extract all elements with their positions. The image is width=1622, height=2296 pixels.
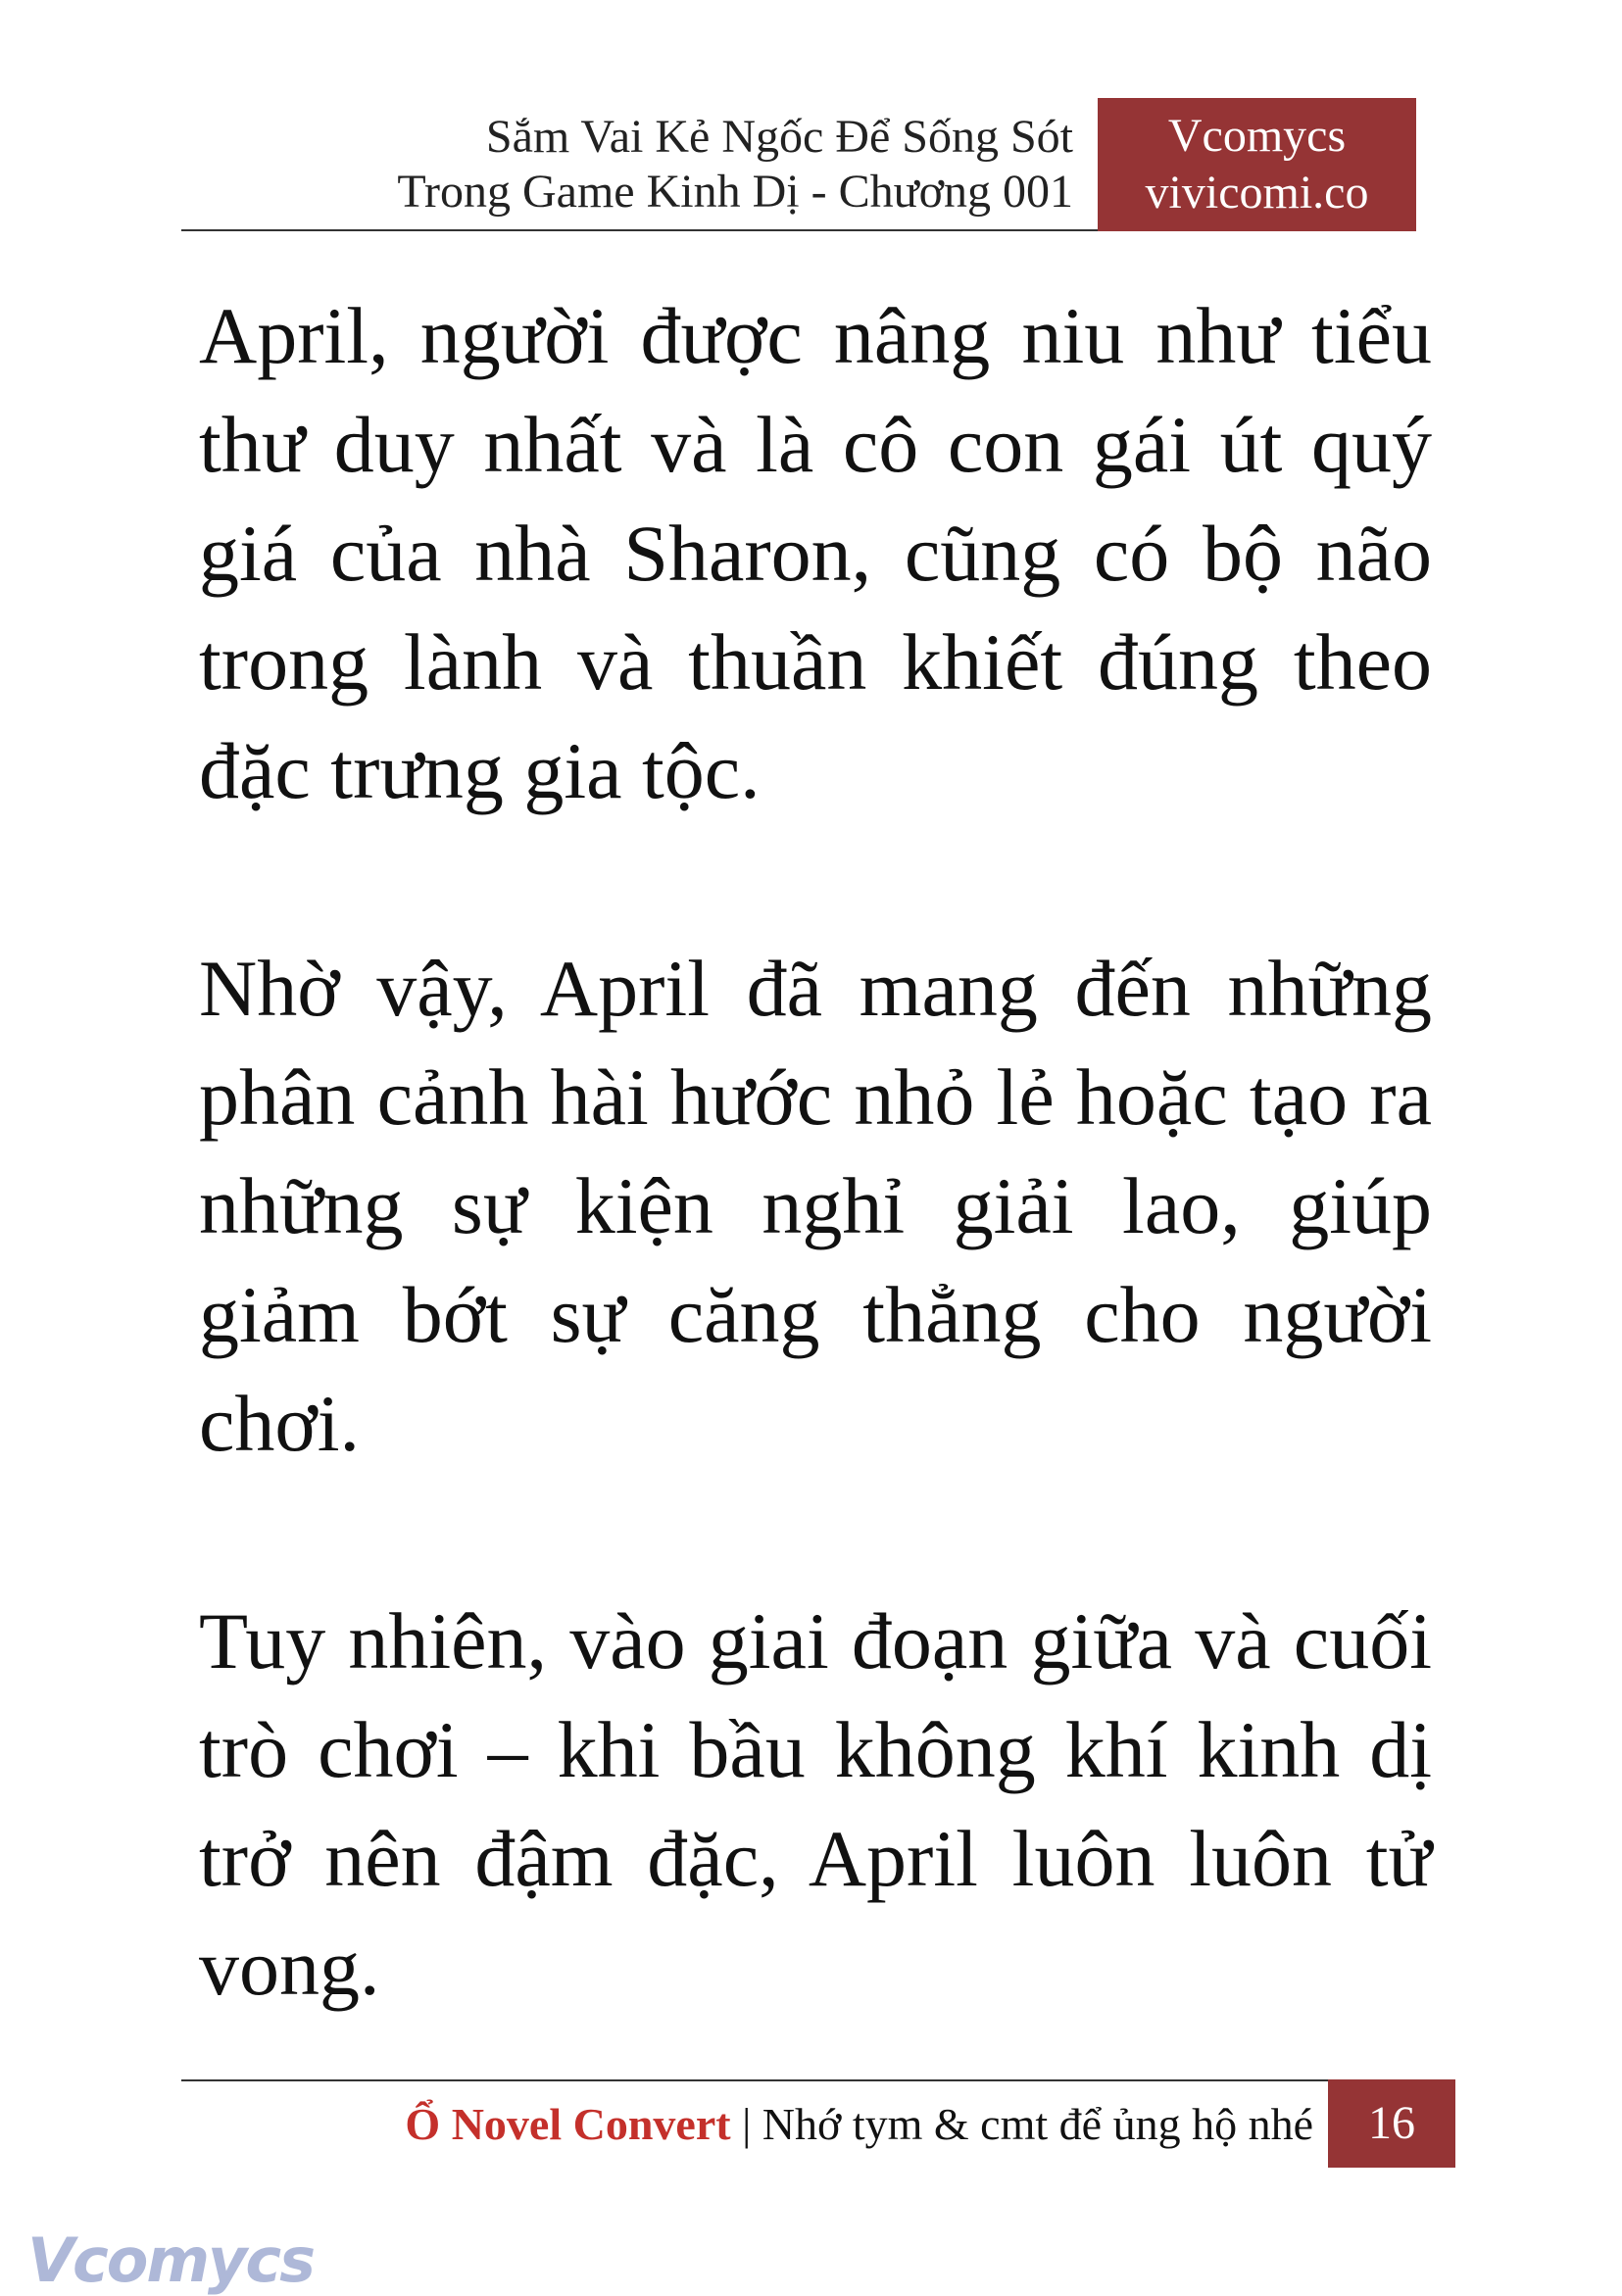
page-header <box>181 98 1416 231</box>
footer-credit <box>405 2097 1313 2152</box>
header-brand-box <box>1098 98 1416 231</box>
watermark-logo: Vcomycs <box>27 2224 315 2296</box>
chapter-title-line-2: Trong Game Kinh Dị - Chương 001 <box>397 166 1073 218</box>
paragraph: Tuy nhiên, vào giai đoạn giữa và cuối trò chơi – khi bầu không khí kinh dị trở nên đậm đặc, April luôn luôn tử vong. <box>199 1596 1432 2012</box>
header-divider <box>181 229 1098 231</box>
footer-brand: Ổ Novel Convert <box>405 2099 731 2149</box>
footer-note: Nhớ tym & cmt để ủng hộ nhé <box>762 2099 1313 2149</box>
brand-url: vivicomi.co <box>1145 167 1369 219</box>
paragraph: Nhờ vậy, April đã mang đến những phân cảnh hài hước nhỏ lẻ hoặc tạo ra những sự kiện nghỉ giải lao, giúp giảm bớt sự căng thẳng cho người chơi. <box>199 944 1432 1468</box>
chapter-title-line-1: Sắm Vai Kẻ Ngốc Để Sống Sót <box>485 111 1073 163</box>
brand-name: Vcomycs <box>1167 110 1347 162</box>
chapter-body <box>199 281 1432 2130</box>
footer-divider <box>181 2079 1328 2081</box>
page-footer <box>181 2079 1455 2168</box>
paragraph: April, người được nâng niu như tiểu thư duy nhất và là cô con gái út quý giá của nhà Sharon, cũng có bộ não trong lành và thuần khiết đúng theo đặc trưng gia tộc. <box>199 291 1432 815</box>
chapter-title <box>397 110 1073 220</box>
footer-separator: | <box>730 2099 762 2149</box>
page-number: 16 <box>1328 2079 1455 2168</box>
